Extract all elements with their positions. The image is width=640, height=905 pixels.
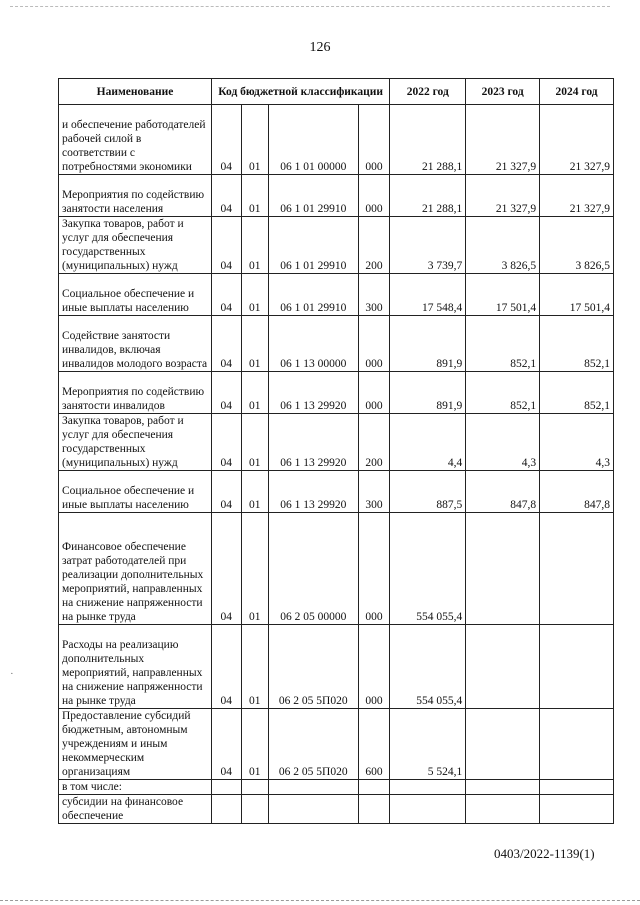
code-section: 04 (211, 217, 241, 274)
value-2023 (466, 513, 540, 625)
code-expense-type: 200 (358, 217, 390, 274)
value-2023: 21 327,9 (466, 175, 540, 217)
value-2022 (390, 795, 466, 824)
code-expense-type: 200 (358, 414, 390, 471)
code-expense-type (358, 795, 390, 824)
code-target-article (268, 780, 358, 795)
value-2022: 891,9 (390, 316, 466, 372)
row-name: Содействие занятости инвалидов, включая инвалидов молодого возраста (59, 316, 212, 372)
code-section: 04 (211, 625, 241, 709)
code-section: 04 (211, 709, 241, 780)
code-section: 04 (211, 414, 241, 471)
code-subsection: 01 (241, 105, 268, 175)
table-row (59, 414, 614, 471)
code-target-article: 06 1 13 29920 (268, 471, 358, 513)
code-target-article (268, 795, 358, 824)
code-target-article: 06 1 01 00000 (268, 105, 358, 175)
value-2022: 4,4 (390, 414, 466, 471)
value-2022: 891,9 (390, 372, 466, 414)
row-name: Предоставление субсидий бюджетным, автономным учреждениям и иным некоммерческим организациям (59, 709, 212, 780)
code-target-article: 06 1 13 29920 (268, 372, 358, 414)
table-row (59, 513, 614, 625)
row-name: Мероприятия по содействию занятости инвалидов (59, 372, 212, 414)
table-row (59, 274, 614, 316)
value-2024: 21 327,9 (540, 105, 614, 175)
row-name: Закупка товаров, работ и услуг для обеспечения государственных (муниципальных) нужд (59, 414, 212, 471)
value-2022: 3 739,7 (390, 217, 466, 274)
code-subsection (241, 780, 268, 795)
value-2022 (390, 780, 466, 795)
row-name: Социальное обеспечение и иные выплаты населению (59, 471, 212, 513)
code-expense-type: 000 (358, 105, 390, 175)
table-row (59, 217, 614, 274)
row-name: Закупка товаров, работ и услуг для обеспечения государственных (муниципальных) нужд (59, 217, 212, 274)
value-2024: 4,3 (540, 414, 614, 471)
value-2024: 21 327,9 (540, 175, 614, 217)
value-2022: 21 288,1 (390, 105, 466, 175)
value-2023: 852,1 (466, 372, 540, 414)
code-target-article: 06 1 01 29910 (268, 175, 358, 217)
budget-table (58, 78, 614, 824)
code-section (211, 780, 241, 795)
scan-top-edge (10, 6, 610, 7)
table-row (59, 316, 614, 372)
value-2024: 847,8 (540, 471, 614, 513)
table-body (59, 105, 614, 824)
code-subsection: 01 (241, 625, 268, 709)
value-2024 (540, 795, 614, 824)
value-2022: 554 055,4 (390, 513, 466, 625)
value-2024: 3 826,5 (540, 217, 614, 274)
code-subsection: 01 (241, 709, 268, 780)
value-2024 (540, 709, 614, 780)
value-2023 (466, 795, 540, 824)
code-subsection: 01 (241, 217, 268, 274)
code-target-article: 06 2 05 5П020 (268, 709, 358, 780)
header-2024: 2024 год (540, 79, 614, 105)
code-section: 04 (211, 471, 241, 513)
code-expense-type: 300 (358, 274, 390, 316)
scan-bottom-edge (0, 900, 640, 901)
value-2022: 17 548,4 (390, 274, 466, 316)
row-name: в том числе: (59, 780, 212, 795)
code-section (211, 795, 241, 824)
code-target-article: 06 1 01 29910 (268, 217, 358, 274)
table-row (59, 471, 614, 513)
code-expense-type: 600 (358, 709, 390, 780)
page-number: 126 (309, 40, 331, 55)
code-expense-type: 000 (358, 513, 390, 625)
table-row (59, 625, 614, 709)
code-target-article: 06 1 13 00000 (268, 316, 358, 372)
table-row (59, 372, 614, 414)
code-section: 04 (211, 372, 241, 414)
code-target-article: 06 1 01 29910 (268, 274, 358, 316)
value-2024: 852,1 (540, 316, 614, 372)
code-expense-type: 000 (358, 625, 390, 709)
header-name: Наименование (59, 79, 212, 105)
code-section: 04 (211, 175, 241, 217)
document-code: 0403/2022-1139(1) (494, 846, 595, 861)
value-2023: 4,3 (466, 414, 540, 471)
value-2023: 847,8 (466, 471, 540, 513)
value-2023 (466, 709, 540, 780)
row-name: Расходы на реализацию дополнительных мероприятий, направленных на снижение напряженности на рынке труда (59, 625, 212, 709)
code-expense-type: 000 (358, 372, 390, 414)
table-row (59, 175, 614, 217)
row-name: Мероприятия по содействию занятости населения (59, 175, 212, 217)
code-subsection: 01 (241, 274, 268, 316)
row-name: и обеспечение работодателей рабочей силой в соответствии с потребностями экономики (59, 105, 212, 175)
value-2023: 17 501,4 (466, 274, 540, 316)
code-target-article: 06 2 05 00000 (268, 513, 358, 625)
code-subsection: 01 (241, 372, 268, 414)
code-expense-type: 000 (358, 316, 390, 372)
value-2022: 887,5 (390, 471, 466, 513)
code-subsection: 01 (241, 471, 268, 513)
code-expense-type: 300 (358, 471, 390, 513)
row-name: Социальное обеспечение и иные выплаты населению (59, 274, 212, 316)
value-2024 (540, 625, 614, 709)
table-header-row (59, 79, 614, 105)
value-2022: 21 288,1 (390, 175, 466, 217)
value-2024: 17 501,4 (540, 274, 614, 316)
value-2023 (466, 780, 540, 795)
code-section: 04 (211, 513, 241, 625)
header-2022: 2022 год (390, 79, 466, 105)
code-subsection: 01 (241, 513, 268, 625)
scan-margin-mark: · (10, 668, 14, 680)
row-name: Финансовое обеспечение затрат работодателей при реализации дополнительных мероприятий, направленных на снижение напряженности на рынке труда (59, 513, 212, 625)
code-target-article: 06 2 05 5П020 (268, 625, 358, 709)
value-2022: 5 524,1 (390, 709, 466, 780)
code-expense-type (358, 780, 390, 795)
code-section: 04 (211, 105, 241, 175)
code-subsection: 01 (241, 414, 268, 471)
table-row (59, 105, 614, 175)
table-row (59, 795, 614, 824)
header-2023: 2023 год (466, 79, 540, 105)
value-2023: 852,1 (466, 316, 540, 372)
value-2023: 21 327,9 (466, 105, 540, 175)
code-target-article: 06 1 13 29920 (268, 414, 358, 471)
code-subsection (241, 795, 268, 824)
header-budget-code: Код бюджетной классификации (211, 79, 389, 105)
table-row (59, 780, 614, 795)
code-expense-type: 000 (358, 175, 390, 217)
table-row (59, 709, 614, 780)
value-2024 (540, 513, 614, 625)
value-2022: 554 055,4 (390, 625, 466, 709)
row-name: субсидии на финансовое обеспечение (59, 795, 212, 824)
value-2023: 3 826,5 (466, 217, 540, 274)
value-2024: 852,1 (540, 372, 614, 414)
value-2024 (540, 780, 614, 795)
value-2023 (466, 625, 540, 709)
code-subsection: 01 (241, 316, 268, 372)
code-subsection: 01 (241, 175, 268, 217)
code-section: 04 (211, 316, 241, 372)
code-section: 04 (211, 274, 241, 316)
